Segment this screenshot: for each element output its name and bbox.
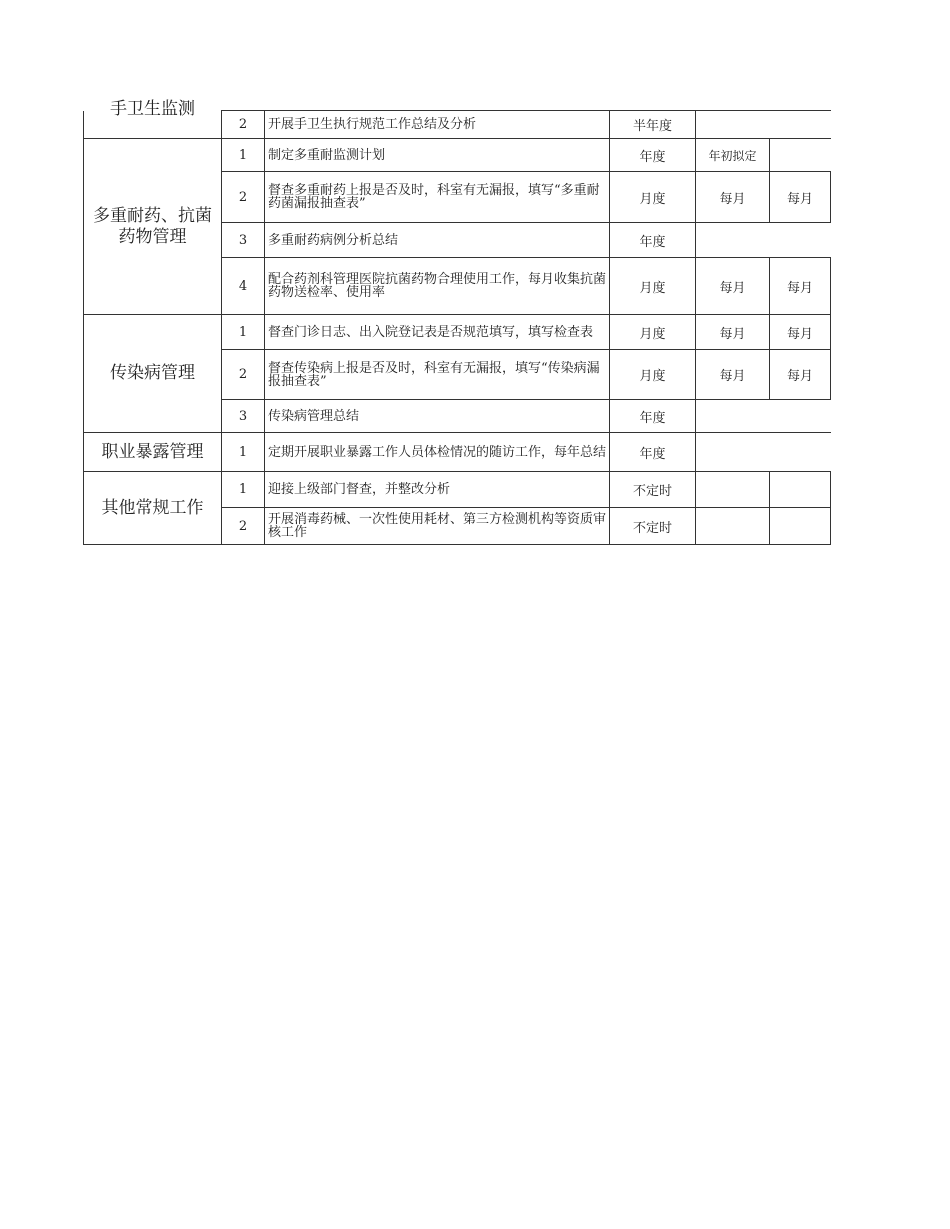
task-cell: 多重耐药病例分析总结 (265, 223, 610, 258)
schedule-cell: 年初拟定 (696, 139, 770, 172)
frequency-cell: 不定时 (610, 508, 696, 545)
task-cell: 定期开展职业暴露工作人员体检情况的随访工作，每年总结 (265, 433, 610, 472)
task-cell: 督查多重耐药上报是否及时，科室有无漏报，填写“多重耐药菌漏报抽查表” (265, 172, 610, 223)
task-cell: 督查传染病上报是否及时，科室有无漏报，填写“传染病漏报抽查表” (265, 350, 610, 400)
frequency-cell: 年度 (610, 400, 696, 433)
row-number: 1 (222, 139, 265, 172)
schedule-cell: 每月 (770, 172, 831, 223)
task-cell: 开展消毒药械、一次性使用耗材、第三方检测机构等资质审核工作 (265, 508, 610, 545)
schedule-cell (696, 433, 831, 472)
schedule-cell (696, 111, 831, 139)
schedule-cell (770, 508, 831, 545)
row-number: 3 (222, 400, 265, 433)
table-row (84, 111, 831, 139)
schedule-cell: 每月 (696, 172, 770, 223)
schedule-cell: 每月 (770, 350, 831, 400)
row-number: 2 (222, 172, 265, 223)
frequency-cell: 月度 (610, 315, 696, 350)
frequency-cell: 月度 (610, 350, 696, 400)
row-number: 1 (222, 433, 265, 472)
frequency-cell: 年度 (610, 223, 696, 258)
row-number: 1 (222, 472, 265, 508)
schedule-cell: 每月 (770, 315, 831, 350)
row-number: 2 (222, 350, 265, 400)
row-number: 2 (222, 111, 265, 139)
schedule-cell: 每月 (770, 258, 831, 315)
category-cell: 其他常规工作 (84, 472, 222, 545)
schedule-cell (696, 472, 770, 508)
category-cell: 手卫生监测 (84, 111, 222, 139)
row-number: 1 (222, 315, 265, 350)
table-row (84, 139, 831, 172)
task-cell: 开展手卫生执行规范工作总结及分析 (265, 111, 610, 139)
task-cell: 迎接上级部门督查，并整改分析 (265, 472, 610, 508)
schedule-cell (696, 400, 831, 433)
work-plan-table (83, 98, 831, 545)
row-number: 3 (222, 223, 265, 258)
frequency-cell: 半年度 (610, 111, 696, 139)
task-cell: 督查门诊日志、出入院登记表是否规范填写，填写检查表 (265, 315, 610, 350)
table-row (84, 472, 831, 508)
schedule-cell: 每月 (696, 258, 770, 315)
table-row (84, 433, 831, 472)
frequency-cell: 年度 (610, 433, 696, 472)
task-cell: 制定多重耐监测计划 (265, 139, 610, 172)
task-cell: 传染病管理总结 (265, 400, 610, 433)
schedule-cell (770, 139, 831, 172)
schedule-cell (696, 508, 770, 545)
table-row (84, 315, 831, 350)
task-cell: 配合药剂科管理医院抗菌药物合理使用工作，每月收集抗菌药物送检率、使用率 (265, 258, 610, 315)
schedule-cell: 每月 (696, 315, 770, 350)
schedule-cell (696, 223, 831, 258)
frequency-cell: 月度 (610, 258, 696, 315)
category-cell: 职业暴露管理 (84, 433, 222, 472)
schedule-cell (770, 472, 831, 508)
frequency-cell: 月度 (610, 172, 696, 223)
row-number: 4 (222, 258, 265, 315)
schedule-cell: 每月 (696, 350, 770, 400)
frequency-cell: 年度 (610, 139, 696, 172)
category-cell: 多重耐药、抗菌药物管理 (84, 139, 222, 315)
frequency-cell: 不定时 (610, 472, 696, 508)
row-number: 2 (222, 508, 265, 545)
category-cell: 传染病管理 (84, 315, 222, 433)
